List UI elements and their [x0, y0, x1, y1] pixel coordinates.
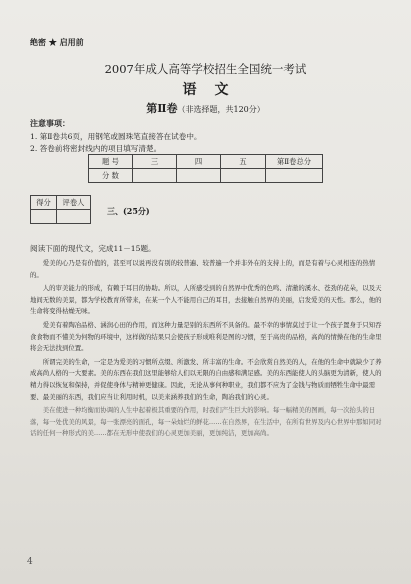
passage-paragraph: 爱美有着陶冶品格、涵润心田的作用，而这种力量是别的东西所不具备的。最不幸的事情莫过于让一个孩子置身于只知吞食食物而不懂美为何物的环境中，这样做的结果只会使孩子形成唯利是图的习惯，至于高贵的品格，高尚的情操在他的生命里将会无法找到位置。 [30, 320, 382, 353]
score-table-value-row [89, 169, 323, 183]
part-note: （非选择题，共120分） [177, 105, 265, 114]
notice-item: 1. 第Ⅱ卷共6页，用钢笔或圆珠笔直接答在试卷中。 [30, 132, 202, 141]
score-header-cell: 第Ⅱ卷总分 [266, 155, 323, 169]
grader-table [30, 195, 91, 224]
reading-passage [30, 258, 385, 442]
score-table [88, 154, 323, 183]
score-cell [177, 169, 221, 183]
grader-value-row [31, 210, 91, 224]
score-cell [221, 169, 266, 183]
part-title [0, 100, 411, 116]
page-number: 4 [27, 557, 33, 567]
passage-paragraph: 爱美的心乃是有价值的，甚至可以说再没有别的较普遍、较普遍一个并非外在的支持上的，而是有着与心灵相连的热情的。 [30, 259, 376, 279]
score-cell [266, 169, 323, 183]
grader-header-cell: 得分 [31, 196, 57, 210]
reading-instruction: 阅读下面的现代文，完成11－15题。 [30, 244, 156, 253]
passage-paragraph: 美在使进一种均衡而协调的人生中起着极其重要的作用，时我们产生巨大的影响。每一幅精美的图画，每一次抬头的日落，每一处优美的风景，每一张漂亮的面孔，每一朵灿烂的鲜花……在自然界，在生活中，在所有世界及内心世界中那如同对话的任何一种形式的美……都在无形中使我们的心灵更加美丽，更加纯洁，更加高尚。 [30, 406, 382, 438]
notice-item: 2. 答卷前将密封线内的项目填写清楚。 [30, 144, 162, 153]
notice-list [30, 131, 202, 155]
confidential-label: 绝密 ★ 启用前 [30, 37, 84, 47]
part-main: 第Ⅱ卷 [146, 102, 178, 115]
score-header-cell: 三 [133, 155, 177, 169]
score-header-cell: 题 号 [89, 155, 133, 169]
score-cell [133, 169, 177, 183]
subject-title: 语文 [182, 82, 247, 98]
passage-paragraph: 人的审美能力的形成，有赖于耳目的协助。所以，人所感受到的自然界中优秀的色鸣、清澈的溪水、苍劲的花朵，以及天地间无数的美景，都为学校教育所带来，在某一个人不能用自己的耳目，去接触自然界的美丽，启发爱美的天性。那么，他的生命将变得枯燥无味。 [30, 284, 382, 316]
score-header-cell: 五 [221, 155, 266, 169]
grader-cell [31, 210, 57, 224]
grader-header-row [31, 196, 91, 210]
grader-header-cell: 评卷人 [57, 196, 91, 210]
score-row-label: 分 数 [89, 169, 133, 183]
passage-paragraph: 所谓完美的生命，一定是为爱美的习惯所点缀、所激发、所丰富的生命。不会欣赏自然美的人，在他的生命中就缺少了养成高尚人格的一大要素。美的东西在我们这里能够给人们以无限的自由感和满足感。美的东西能使人的头脑更为清新，使人的精力得以恢复和保持，并促使身体与精神更健康。因此，无论从事何种职业，我们都不应为了金钱与物质而牺牲生命中最需要、最美丽的东西，我们应当让利用时机，以美来涵养我们的生命，陶冶我们的心灵。 [30, 357, 382, 401]
section-title: 三、(25分) [107, 206, 150, 216]
notice-heading: 注意事项： [30, 118, 70, 128]
score-table-header-row [89, 155, 323, 169]
score-header-cell: 四 [177, 155, 221, 169]
exam-title: 2007年成人高等学校招生全国统一考试 [104, 62, 307, 76]
grader-cell [57, 210, 91, 224]
